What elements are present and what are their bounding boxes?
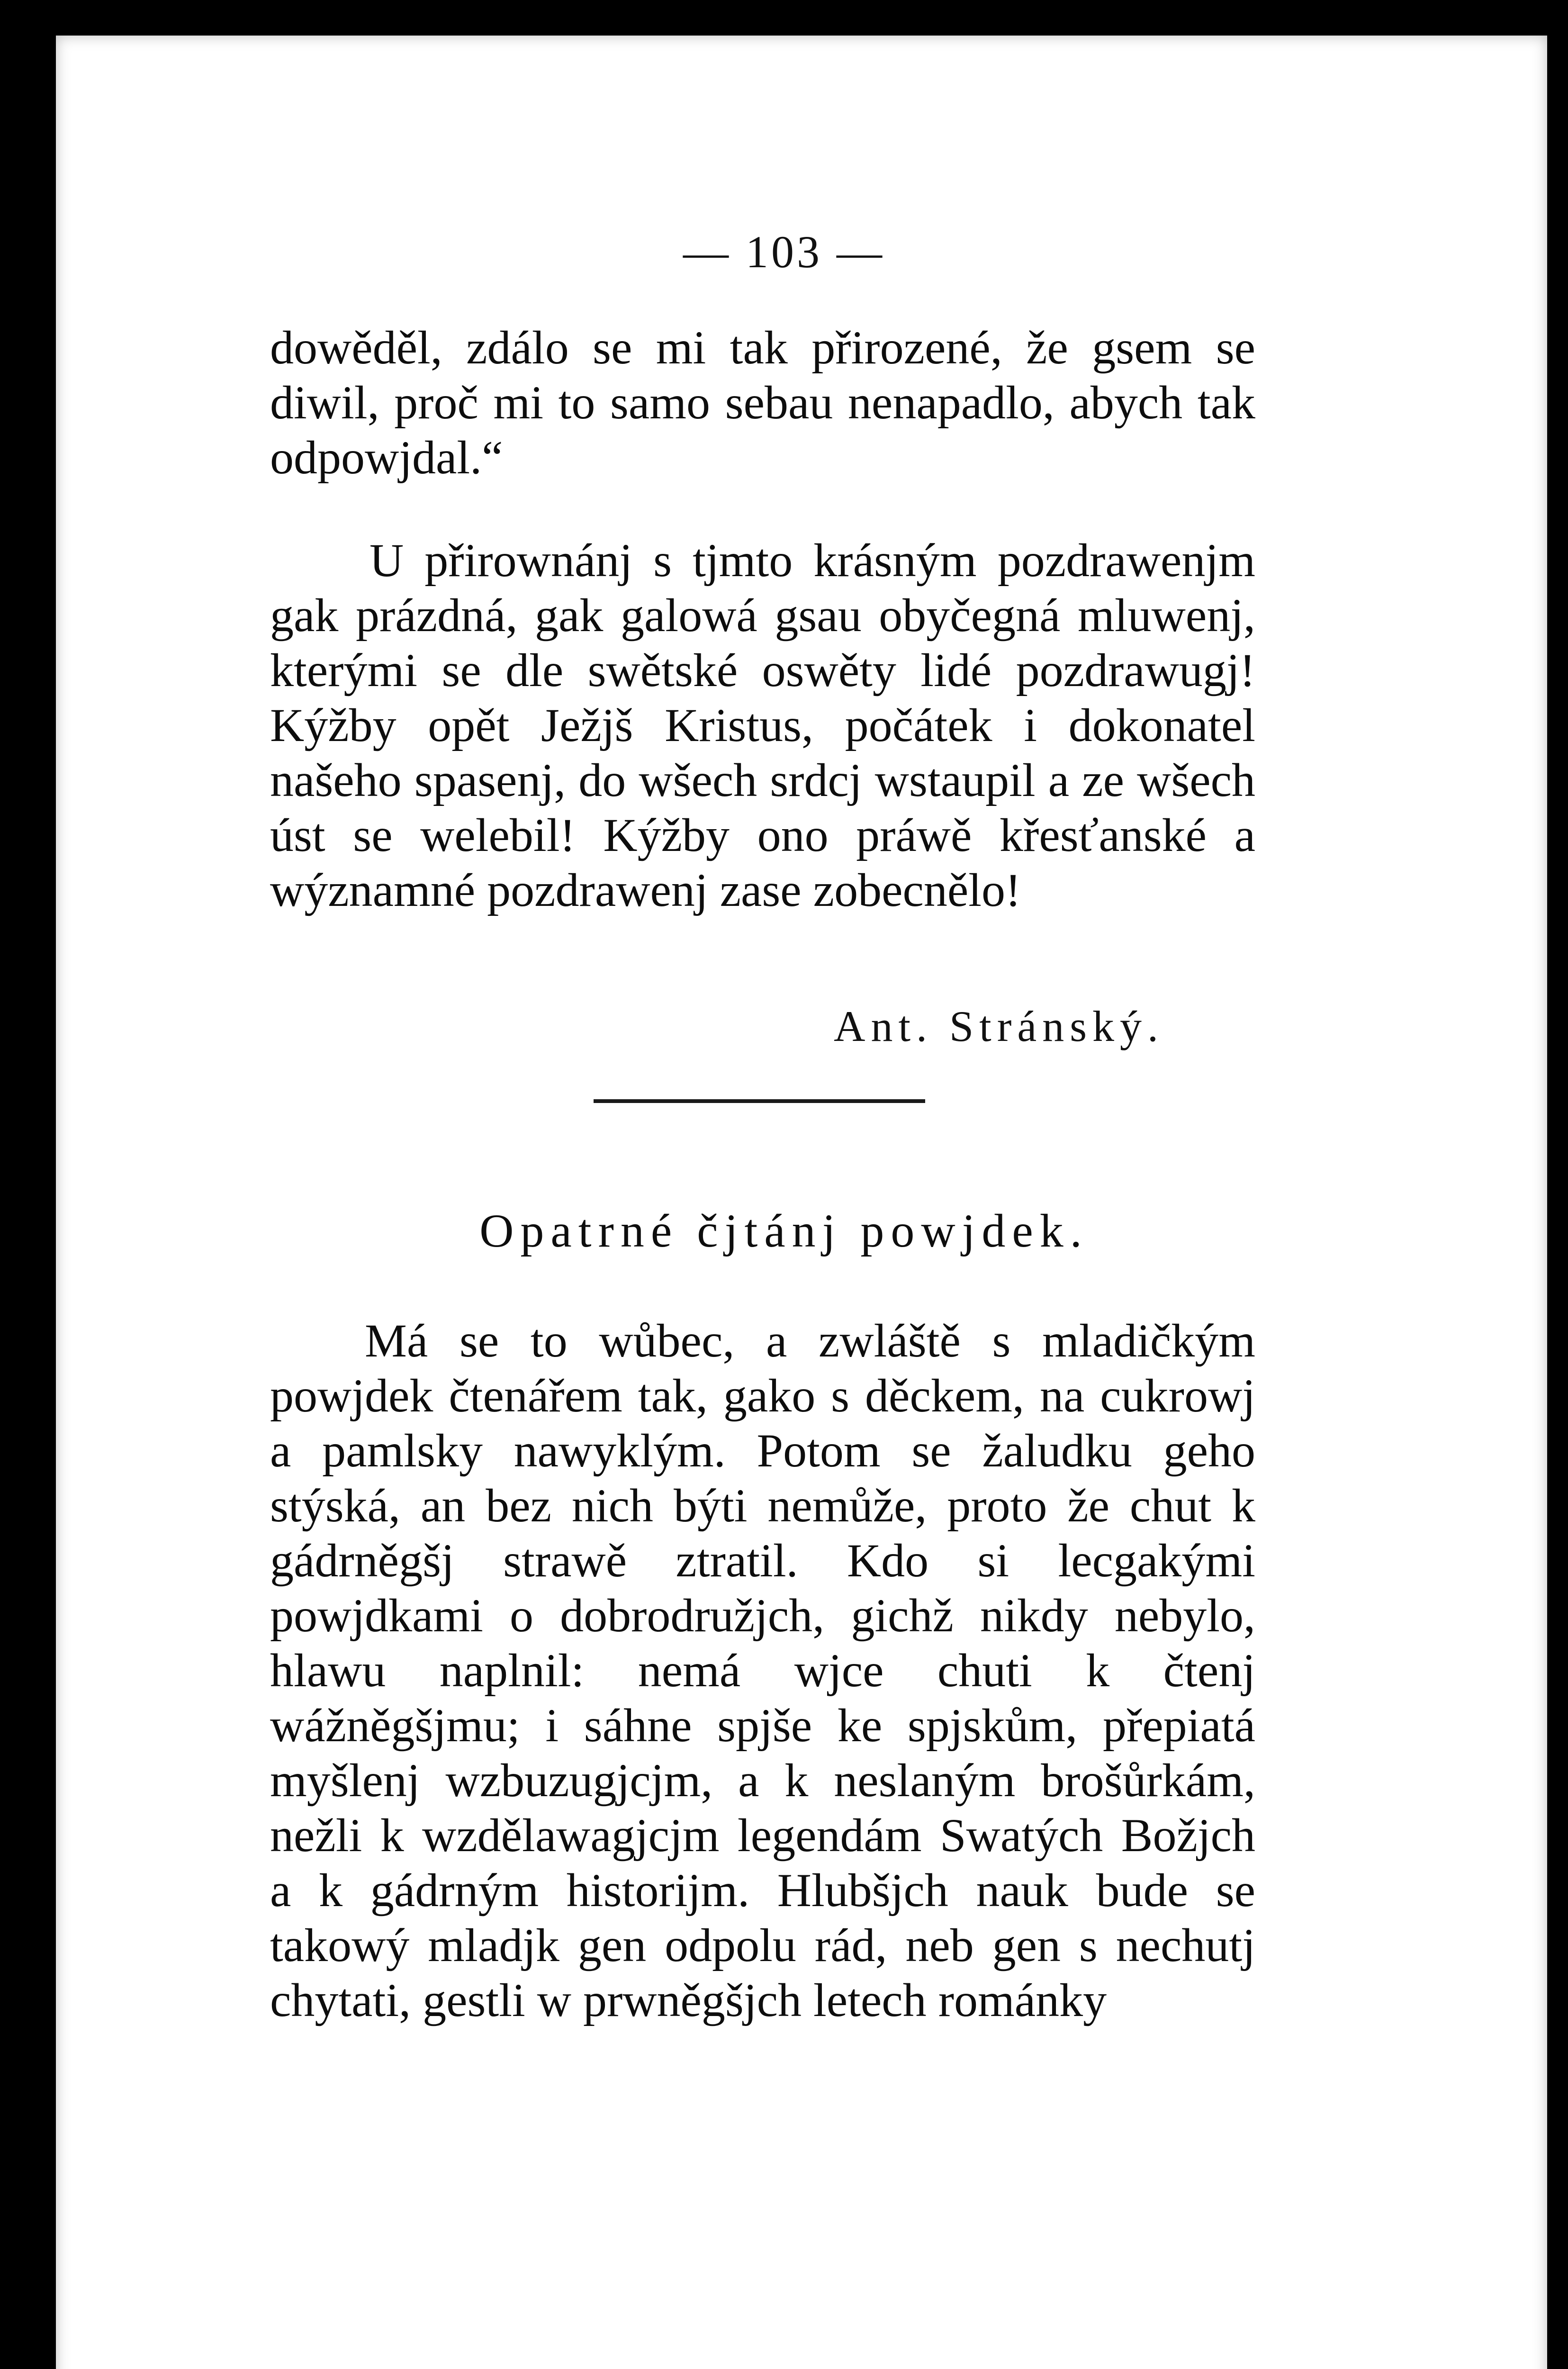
section-divider bbox=[594, 1099, 925, 1103]
section-heading: Opatrné čjtánj powjdek. bbox=[479, 1204, 1089, 1257]
paragraph-greeting: U přirownánj s tjmto krásným pozdrawenjm gak prázdná, gak galowá gsau obyčegná mluwenj, kterými se dle swětské oswěty lidé pozdrawugj! Kýžby opět Ježjš Kristus, počátek i dokonatel našeho spasenj, do wšech srdcj wstaupil a ze wšech úst se welebil! Kýžby ono práwě křesťanské a wýznamné pozdrawenj zase zobecnělo! bbox=[270, 534, 1255, 916]
paragraph-continued: dowěděl, zdálo se mi tak přirozené, že gsem se diwil, proč mi to samo sebau nenapadlo, abych tak odpowjdal.“ bbox=[270, 321, 1255, 484]
scan-edge bbox=[1547, 0, 1568, 2369]
page-number: — 103 — bbox=[683, 226, 885, 277]
author-signature: Ant. Stránský. bbox=[834, 1002, 1164, 1050]
section-paragraph: Má se to wůbec, a zwláště s mladičkým powjdek čtenářem tak, gako s děckem, na cukrowj a pamlsky nawyklým. Potom se žaludku geho stýská, an bez nich býti nemůže, proto že chut k gádrněgšj strawě ztratil. Kdo si lecgakými powjdkami o dobrodružjch, gichž nikdy nebylo, hlawu naplnil: nemá wjce chuti k čtenj wážněgšjmu; i sáhne spjše ke spjskům, přepiatá myšlenj wzbuzugjcjm, a k neslaným brošůrkám, nežli k wzdělawagjcjm legendám Swatých Božjch a k gádrným historijm. Hlubšjch nauk bude se takowý mladjk gen odpolu rád, neb gen s nechutj chytati, gestli w prwněgšjch letech románky bbox=[270, 1314, 1255, 2026]
